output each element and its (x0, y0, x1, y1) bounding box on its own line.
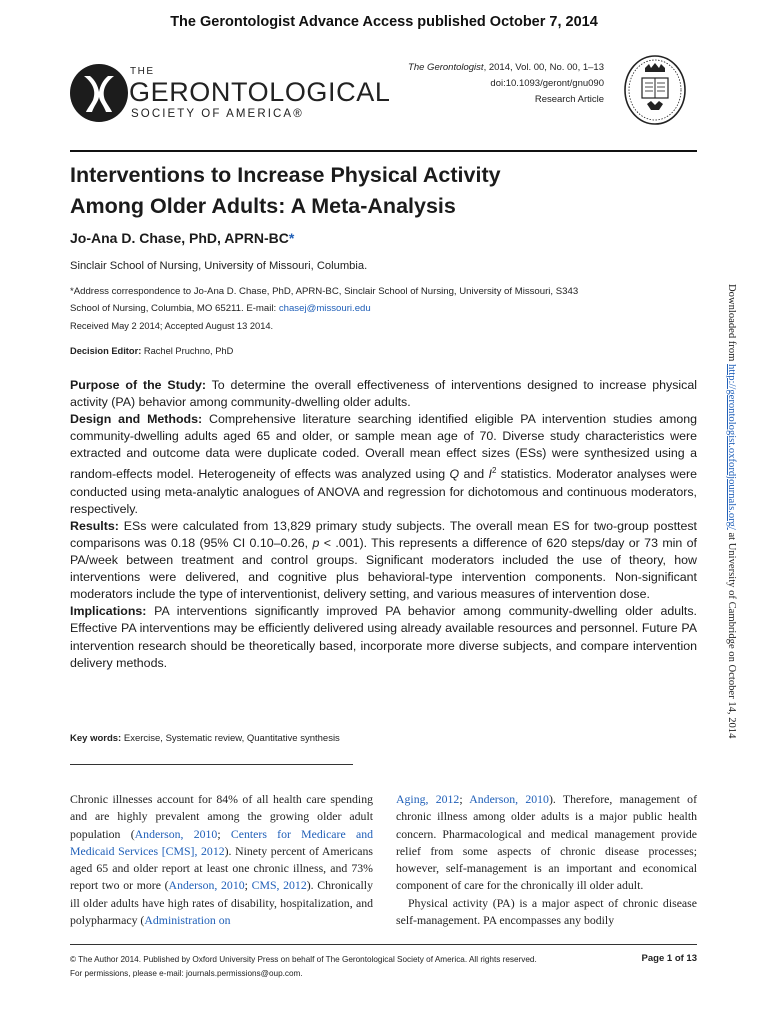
results-p: p (312, 535, 320, 550)
design-sup: 2 (491, 466, 497, 476)
body-paragraph (70, 791, 373, 929)
design-label: Design and Methods: (70, 412, 203, 427)
correspondence-line-2 (70, 300, 630, 317)
citation-link[interactable]: Anderson, 2010 (134, 826, 218, 841)
affiliation: Sinclair School of Nursing, University of Missouri, Columbia. (70, 260, 368, 272)
gsa-logo (70, 64, 390, 130)
advance-access-banner: The Gerontologist Advance Access published October 7, 2014 (170, 14, 598, 30)
title-rule (70, 150, 697, 152)
implications-label: Implications: (70, 604, 147, 619)
journal-citation (408, 60, 604, 76)
correspondence-line-1: *Address correspondence to Jo-Ana D. Chase, PhD, APRN-BC, Sinclair School of Nursing, University of Missouri, S343 (70, 286, 579, 297)
keywords-label: Key words: (70, 733, 122, 744)
download-prefix: Downloaded from (726, 284, 737, 365)
logo-name: GERONTOLOGICAL (129, 77, 391, 107)
doi: doi:10.1093/geront/gnu090 (490, 78, 604, 89)
logo-society: SOCIETY OF AMERICA® (131, 108, 304, 120)
journal-name: The Gerontologist (408, 62, 484, 73)
article-type: Research Article (534, 94, 604, 105)
author-line (70, 230, 294, 246)
body-text: ). Chronically ill older adults have high rates of disability, hospitalization, and polypharmacy ( (70, 878, 373, 928)
implications-text: PA interventions significantly improved PA behavior among community-dwelling older adults. Effective PA interventions may be efficiently delivered using already available resources and personnel. Future PA intervention research should be theoretically based, incorporate more diverse subjects, and compare intervention delivery methods. (70, 604, 697, 670)
correspondence-prefix: School of Nursing, Columbia, MO 65211. E-mail: (70, 303, 279, 314)
citation-link[interactable]: Administration on (144, 913, 231, 928)
citation-link[interactable]: Anderson, 2010 (469, 792, 549, 806)
body-column-2 (396, 791, 697, 929)
body-text: ). Therefore, management of chronic illness among older adults is a major public health concern. Pharmacological and medical management provide relief from some aspects of chronic disease processes; however, self-management is an important and economical component of care for the chronically ill older adult. (396, 792, 697, 893)
logo-the: THE (130, 66, 155, 77)
keywords (70, 733, 340, 744)
correspondence (70, 283, 630, 317)
author-name: Jo-Ana D. Chase, PhD, APRN-BC (70, 230, 289, 246)
abstract-purpose (70, 377, 697, 411)
citation-link[interactable]: Aging, 2012 (396, 792, 460, 806)
permissions-line: For permissions, please e-mail: journals.permissions@oup.com. (70, 969, 303, 978)
decision-editor-label: Decision Editor: (70, 346, 142, 356)
download-notice (726, 284, 737, 738)
footer-rule (70, 944, 697, 945)
page-number: Page 1 of 13 (641, 953, 697, 964)
gsa-logo-mark-icon (70, 64, 128, 122)
received-dates: Received May 2 2014; Accepted August 13 2014. (70, 321, 274, 331)
journal-meta (408, 60, 604, 108)
abstract (70, 377, 697, 672)
design-and: and (459, 467, 489, 482)
results-text-1: ESs were calculated from 13,829 primary study subjects. The overall mean ES for two-group posttest comparisons was 0.18 (95% CI 0.10–0.26, (70, 518, 697, 550)
body-text: Chronic illnesses account for 84% of all health care spending and are highly prevalent among the growing older adult population ( (70, 792, 373, 841)
body-paragraph (396, 791, 697, 895)
copyright-line: © The Author 2014. Published by Oxford University Press on behalf of The Gerontological Society of America. All rights reserved. (70, 955, 537, 964)
citation-link[interactable]: Anderson, 2010 (168, 878, 245, 893)
oup-seal-icon (623, 54, 687, 126)
design-text-2: statistics. Moderator analyses were conducted using meta-analytic analogues of ANOVA and regression for dichotomous and continuous moderators, respectively. (70, 467, 698, 516)
body-text: ; (244, 878, 252, 893)
abstract-results (70, 518, 697, 603)
body-text: ; (459, 792, 470, 806)
design-q: Q (449, 467, 460, 482)
design-i: I (488, 467, 492, 482)
journal-url-link[interactable]: http://gerontologist.oxfordjournals.org/ (726, 364, 737, 530)
decision-editor-name: Rachel Pruchno, PhD (141, 346, 234, 356)
body-text: ; (217, 826, 231, 841)
abstract-implications (70, 603, 697, 671)
title-line-1: Interventions to Increase Physical Activity (70, 163, 501, 187)
body-text: ). Ninety percent of Americans aged 65 and older report at least one chronic illness, and 73% report two or more ( (70, 843, 373, 893)
download-sidebar (722, 284, 752, 744)
results-label: Results: (70, 518, 119, 533)
journal-volume: , 2014, Vol. 00, No. 00, 1–13 (483, 62, 604, 73)
download-suffix: at University of Cambridge on October 14, 2014 (726, 529, 737, 739)
purpose-label: Purpose of the Study: (70, 378, 206, 392)
email-link[interactable]: chasej@missouri.edu (278, 303, 371, 314)
keywords-text: Exercise, Systematic review, Quantitative synthesis (121, 733, 340, 744)
body-paragraph: Physical activity (PA) is a major aspect of chronic disease self-management. PA encompasses any bodily (396, 895, 697, 928)
section-rule (70, 764, 353, 765)
abstract-design (70, 411, 697, 518)
copyright-footer (70, 953, 537, 981)
author-footnote-link[interactable]: * (288, 230, 295, 246)
citation-link[interactable]: CMS, 2012 (251, 878, 307, 893)
article-title (70, 160, 501, 222)
results-text-2: < .001). This represents a difference of 620 steps/day or 73 min of PA/week between treatment and control groups. Significant moderators included the use of theory, how interventions were delivered, and cognitive plus behavioral-type intervention components. Non-significant moderators include the type of interventionist, delivery setting, and various measures of intervention dose. (70, 535, 697, 602)
decision-editor (70, 346, 233, 356)
purpose-text: To determine the overall effectiveness of interventions designed to increase physical activity (PA) behavior among community-dwelling older adults. (70, 378, 697, 410)
citation-link[interactable]: Centers for Medicare and Medicaid Services [CMS], 2012 (70, 826, 373, 858)
title-line-2: Among Older Adults: A Meta-Analysis (70, 194, 456, 218)
design-text-1: Comprehensive literature searching identified eligible PA intervention studies among community-dwelling adults aged 65 and older, or sample mean age of 70. Diverse study characteristics were extracted and outcome data were duplicate coded. Overall mean effect sizes (ESs) were synthesized using a random-effects model. Heterogeneity of effects was analyzed using (70, 412, 697, 482)
body-column-1 (70, 791, 373, 929)
